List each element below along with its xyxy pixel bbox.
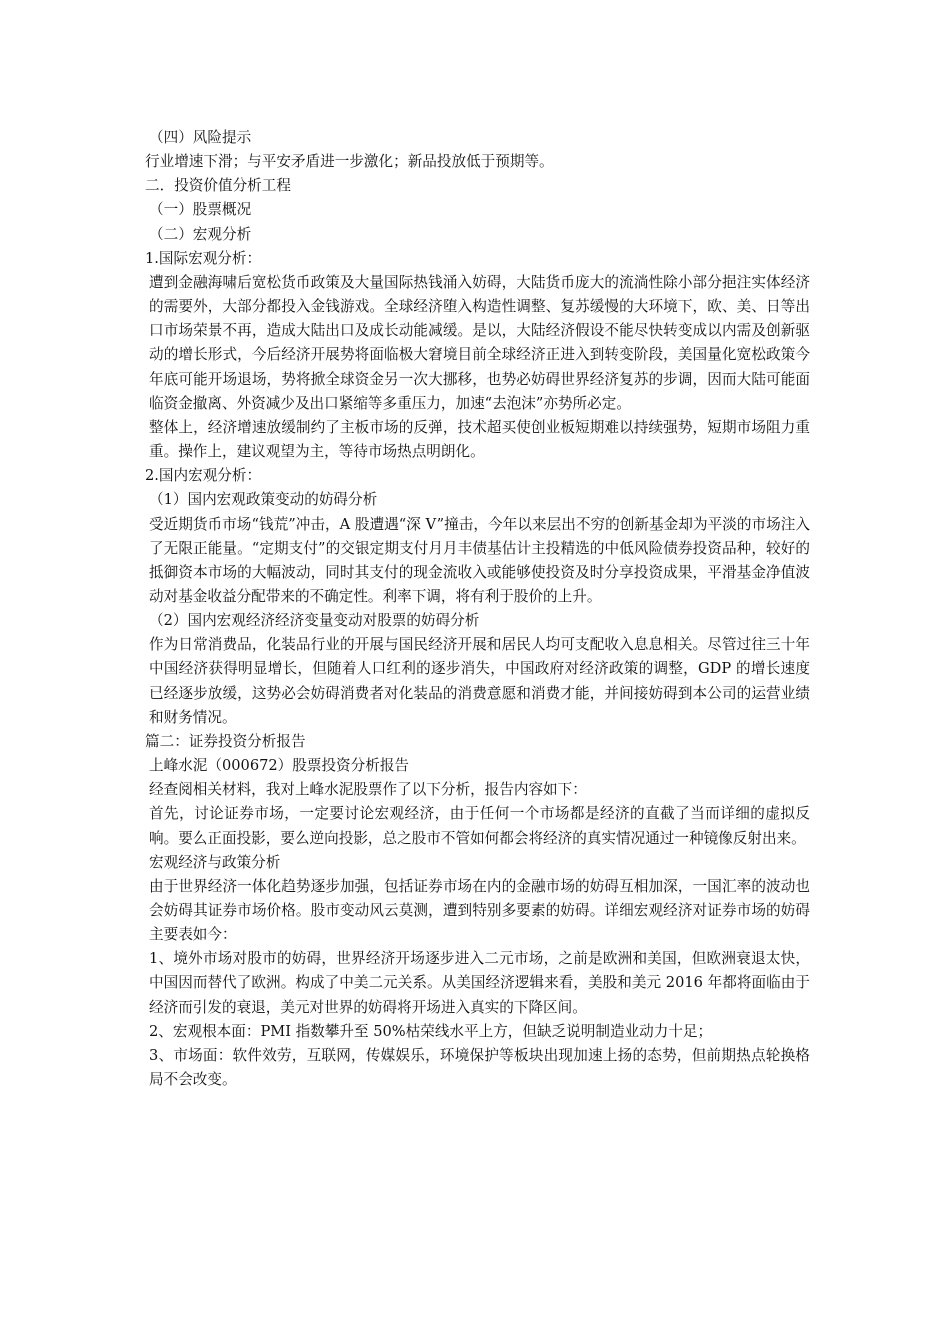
- paragraph-globalization: 由于世界经济一体化趋势逐步加强，包括证券市场在内的金融市场的妨碍互相加深，一国汇率的波动也会妨碍其证券市场价格。股市变动风云莫测，遭到特别多要素的妨碍。详细宏观经济对证券市场的妨碍主要表如今：: [149, 877, 810, 944]
- list-item-fundamentals: 2、宏观根本面：PMI 指数攀升至 50%枯荣线水平上方，但缺乏说明制造业动力十足；: [149, 1022, 713, 1040]
- paragraph-risk-items: 行业增速下滑；与平安矛盾进一步激化；新品投放低于预期等。: [145, 153, 554, 171]
- heading-macro-analysis: （二）宏观分析: [149, 225, 252, 243]
- heading-international-macro: 1.国际宏观分析：: [145, 249, 262, 267]
- list-item-overseas-markets: 1、境外市场对股市的妨碍，世界经济开场逐步进入二元市场，之前是欧洲和美国，但欧洲衰退太快，中国因而替代了欧洲。构成了中美二元关系。从美国经济逻辑来看，美股和美元 2016 年都将面临由于经济而引发的衰退，美元对世界的妨碍将开场进入真实的下降区间。: [149, 950, 810, 1016]
- heading-stock-overview: （一）股票概况: [149, 201, 252, 219]
- paragraph-report-intro: 经查阅相关材料，我对上峰水泥股票作了以下分析，报告内容如下：: [149, 781, 587, 799]
- heading-domestic-policy: （1）国内宏观政策变动的妨碍分析: [149, 491, 378, 509]
- heading-domestic-macro: 2.国内宏观分析：: [145, 467, 262, 485]
- heading-report-title: 上峰水泥（000672）股票投资分析报告: [149, 757, 410, 775]
- heading-macro-policy: 宏观经济与政策分析: [149, 853, 281, 871]
- heading-part-two: 篇二：证券投资分析报告: [145, 732, 306, 750]
- heading-risk-warning: （四）风险提示: [149, 129, 252, 146]
- paragraph-domestic-policy: 受近期货币市场“钱荒”冲击，A 股遭遇“深 V”撞击，今年以来层出不穷的创新基金却为平淡的市场注入了无限正能量。“定期支付”的交银定期支付月月丰债基估计主投精选的中低风险债券投资品种，较好的抵御资本市场的大幅波动，同时其支付的现金流收入或能够使投资及时分享投资成果，平滑基金净值波动对基金收益分配带来的不确定性。利率下调，将有利于股价的上升。: [149, 515, 810, 605]
- paragraph-cosmetics-industry: 作为日常消费品，化装品行业的开展与国民经济开展和居民人均可支配收入息息相关。尽管过往三十年中国经济获得明显增长，但随着人口红利的逐步消失，中国政府对经济政策的调整，GDP 的增长速度已经逐步放缓，这势必会妨碍消费者对化装品的消费意愿和消费才能，并间接妨碍到本公司的运营业绩和财务情况。: [149, 636, 810, 726]
- heading-domestic-variables: （2）国内宏观经济经济变量变动对股票的妨碍分析: [149, 612, 480, 630]
- paragraph-international-macro: 遭到金融海啸后宽松货币政策及大量国际热钱涌入妨碍，大陆货币庞大的流淌性除小部分挹注实体经济的需要外，大部分都投入金钱游戏。全球经济堕入构造性调整、复苏缓慢的大环境下，欧、美、日等出口市场荣景不再，造成大陆出口及成长动能减缓。是以，大陆经济假设不能尽快转变成以内需及创新驱动的增长形式，今后经济开展势将面临极大窘境目前全球经济正进入到转变阶段，美国量化宽松政策今年底可能开场退场，势将掀全球资金另一次大挪移，也势必妨碍世界经济复苏的步调，因而大陆可能面临资金撤离、外资减少及出口紧缩等多重压力，加速“去泡沫”亦势所必定。: [149, 273, 810, 412]
- list-item-market-sectors: 3、市场面：软件效劳，互联网，传媒娱乐，环境保护等板块出现加速上扬的态势，但前期热点轮换格局不会改变。: [149, 1046, 810, 1089]
- paragraph-overall-market: 整体上，经济增速放缓制约了主板市场的反弹，技术超买使创业板短期难以持续强势，短期市场阻力重重。操作上，建议观望为主，等待市场热点明朗化。: [149, 418, 810, 461]
- paragraph-market-economy: 首先，讨论证券市场，一定要讨论宏观经济，由于任何一个市场都是经济的直截了当而详细的虚拟反响。要么正面投影，要么逆向投影，总之股市不管如何都会将经济的真实情况通过一种镜像反射出来。: [149, 805, 810, 847]
- document-body: [145, 126, 810, 1092]
- heading-investment-value: 二．投资价值分析工程: [145, 177, 291, 195]
